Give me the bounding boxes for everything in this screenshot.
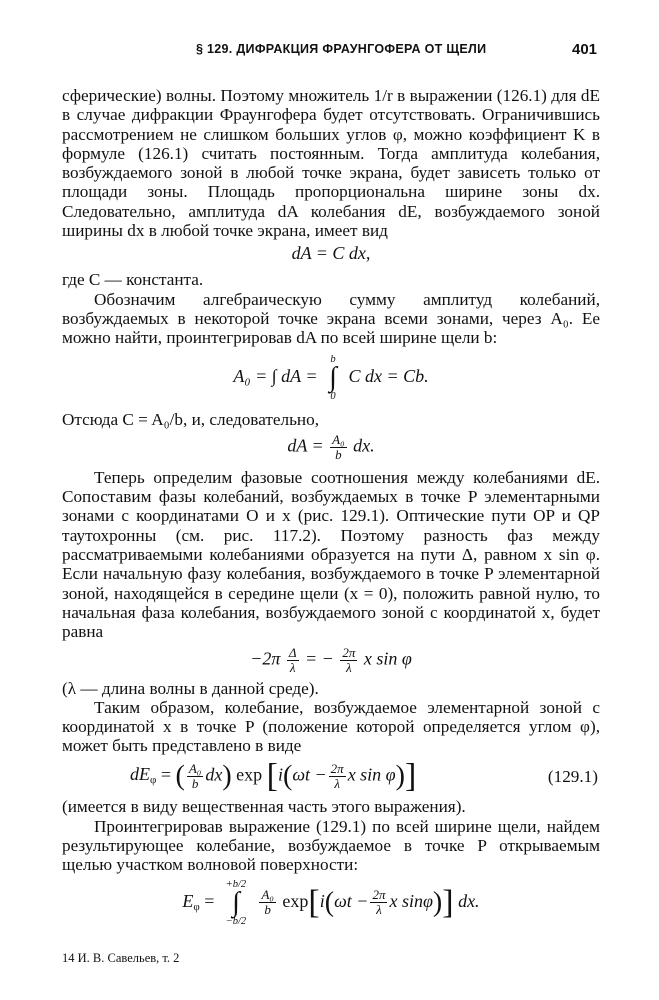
formula-left: −2π [250,648,281,669]
left-paren: ( [175,760,185,792]
numerator: 2π [372,887,386,903]
equals-sign: = [160,764,172,785]
formula-left: dA = [287,435,329,456]
formula-left: A₀ = ∫ dA = [233,365,322,386]
x-sin-phi: x sin φ [347,764,396,785]
formula-right: C dx = Cb. [348,365,429,386]
fraction-a0-b [259,888,275,917]
de-symbol: dE [130,764,150,785]
exp-function: exp [236,764,263,785]
fraction-a0-b [330,433,346,462]
integral-symbol [322,354,344,402]
formula-da-a0-b [62,433,600,462]
paragraph-4: Отсюда C = A₀/b, и, следовательно, [62,409,320,429]
dx-term: dx [205,764,223,785]
right-bracket: ] [404,757,417,795]
inner-left-paren: ( [282,760,293,792]
x-sin-phi: x sinφ [389,890,433,911]
denominator: b [264,902,271,918]
paragraph-8: (имеется в виду вещественная часть этого выражения). [62,797,466,817]
numerator: A₀ [332,431,345,447]
denominator: b [335,446,342,462]
numerator: A₀ [188,760,202,776]
formula-a0-integral [62,354,600,402]
formula-right: dx. [353,435,375,456]
section-title: § 129. ДИФРАКЦИЯ ФРАУНГОФЕРА ОТ ЩЕЛИ [196,42,487,56]
exp-function: exp [282,890,309,911]
numerator: Δ [288,644,297,660]
upper-limit: b [330,353,336,365]
paragraph-3: Обозначим алгебраическую сумму амплитуд колебаний, возбуждаемых в некоторой точке экрана всеми зонами, через A₀. Ее можно найти, проинтегрировав dA по всей ширине щели b: [62,289,600,348]
formula-phase [62,646,600,675]
denominator: λ [346,659,352,675]
numerator: 2π [342,644,356,660]
denominator: b [191,775,199,791]
e-symbol: E [182,890,194,911]
left-bracket: [ [266,757,278,795]
formula-left [182,891,199,911]
equation-number: (129.1) [547,766,598,786]
omega-t: ωt − [292,764,327,785]
inner-right-paren: ) [432,886,443,918]
right-paren: ) [222,760,232,792]
imaginary-unit: i [319,890,325,911]
upper-limit: +b/2 [225,878,247,890]
page-number: 401 [572,41,598,58]
numerator: 2π [330,760,344,776]
lower-limit: 0 [330,390,336,402]
fraction-a0-b [187,762,203,791]
page-body [62,86,600,927]
formula-text: dA = C dx, [291,243,371,264]
paragraph-5: Теперь определим фазовые соотношения между колебаниями dE. Сопоставим фазы колебаний, возбуждаемых в точке P элементарными зонами с координатами O и x (рис. 129.1). Оптические пути OP и QP таутохронны (см. рис. 117.2). Поэтому разность фаз между рассматриваемыми колебаниями образуется на пути Δ, равном x sin φ. Если начальную фазу колебания, возбуждаемого в точке P элементарной зоной, находящейся в середине щели (x = 0), положить равной нулю, то начальная фаза колебания, возбуждаемого зоной с координатой x, будет равна [62,467,600,642]
denominator: λ [289,659,296,675]
formula-129-1 [62,757,600,795]
lower-limit: −b/2 [225,915,247,927]
formula-mid: = − [305,648,334,669]
numerator: A₀ [261,887,274,903]
equals-sign: = [204,890,215,911]
integral-symbol [219,879,253,927]
integral-sign: ∫ [232,886,240,918]
fraction-2pi-lambda [329,762,346,791]
inner-right-paren: ) [395,760,405,792]
omega-t: ωt − [334,890,369,911]
paragraph-7: Таким образом, колебание, возбуждаемое элементарной зоной с координатой x в точке P (положение которой определяется углом φ), может быть представлено в виде [62,697,600,756]
formula-da-c-dx [62,242,600,264]
phi-subscript: φ [193,900,200,913]
left-bracket: [ [308,883,320,921]
paragraph-9: Проинтегрировав выражение (129.1) по всей ширине щели, найдем результирующее колебание, возбуждаемое в точке P открываемым щелью участком волновой поверхности: [62,816,600,875]
formula-right: x sin φ [363,648,412,669]
paragraph-2: где C — константа. [62,270,204,290]
inner-left-paren: ( [324,886,335,918]
right-bracket: ] [442,883,454,921]
fraction-2pi-lambda [370,888,387,917]
formula-e-phi-integral [62,879,600,927]
fraction-delta-lambda [287,646,299,675]
denominator: λ [334,775,340,791]
paragraph-6: (λ — длина волны в данной среде). [62,678,319,698]
printer-signature: 14 И. В. Савельев, т. 2 [62,951,180,965]
phi-subscript: φ [150,774,157,787]
paragraph-1: сферические) волны. Поэтому множитель 1/r в выражении (126.1) для dE в случае дифракции Фраунгофера будет отсутствовать. Ограничившись рассмотрением не слишком больших углов φ, можно коэффициент K в формуле (126.1) считать постоянным. Тогда амплитуда колебания, возбуждаемого зоной в любой точке экрана, будет зависеть только от площади зоны. Площадь пропорциональна ширине зоны dx. Следовательно, амплитуда dA колебания dE, возбуждаемого зоной ширины dx в любой точке экрана, имеет вид [62,86,600,241]
formula-left [90,764,157,787]
dx-term: dx. [458,890,480,911]
integral-sign: ∫ [329,361,337,393]
denominator: λ [376,902,382,918]
imaginary-unit: i [277,764,283,785]
running-header [0,42,659,62]
fraction-2pi-lambda [340,646,357,675]
